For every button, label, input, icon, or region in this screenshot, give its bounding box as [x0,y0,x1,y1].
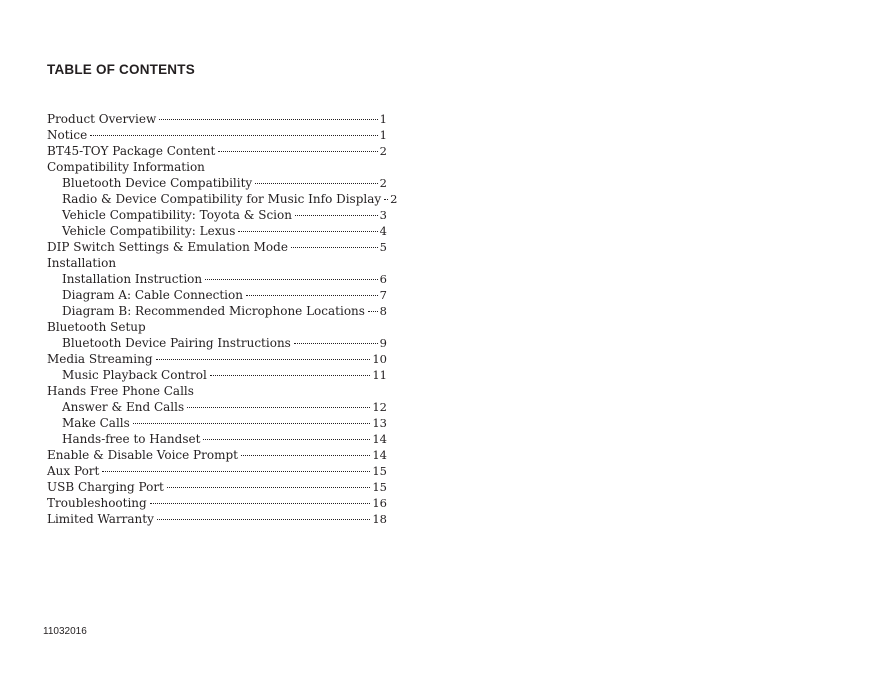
toc-entry-label: Hands Free Phone Calls [47,384,194,398]
toc-entry-label: Bluetooth Device Pairing Instructions [62,336,291,350]
toc-entry-label: Hands-free to Handset [62,432,201,446]
toc-entry-page-number: 14 [372,432,387,446]
toc-entry-label: Diagram B: Recommended Microphone Locations [62,304,365,318]
dot-leader [167,487,370,488]
toc-entry-label: DIP Switch Settings & Emulation Mode [47,240,288,254]
toc-entry-label: Notice [47,128,88,142]
dot-leader [218,151,377,152]
dot-leader [203,439,370,440]
toc-entry[interactable] [47,431,387,447]
toc-entry-label: Bluetooth Device Compatibility [62,176,253,190]
toc-entry-label: BT45-TOY Package Content [47,144,216,158]
toc-entry[interactable] [47,415,387,431]
toc-entry[interactable] [47,447,387,463]
dot-leader [210,375,371,376]
toc-entry-label: Installation Instruction [62,272,203,286]
toc-entry-label: Vehicle Compatibility: Lexus [62,224,236,238]
toc-section-heading [47,319,387,335]
toc-section-heading [47,159,387,175]
toc-entry-label: Bluetooth Setup [47,320,146,334]
toc-entry[interactable] [47,351,387,367]
toc-entry-page-number: 3 [379,208,387,222]
toc-entry-page-number: 11 [372,368,387,382]
toc-entry-page-number: 2 [379,176,387,190]
toc-entry-label: Diagram A: Cable Connection [62,288,243,302]
toc-entry-page-number: 10 [372,352,387,366]
toc-entry-label: Vehicle Compatibility: Toyota & Scion [62,208,292,222]
toc-entry[interactable] [47,367,387,383]
toc-entry-label: Troubleshooting [47,496,147,510]
toc-entry[interactable] [47,223,387,239]
toc-entry-label: Product Overview [47,112,157,126]
toc-entry[interactable] [47,287,387,303]
toc-entry-label: Radio & Device Compatibility for Music Info Display [62,192,382,206]
toc-entry-label: USB Charging Port [47,480,164,494]
toc-entry-label: Answer & End Calls [62,400,185,414]
toc-entry-label: Make Calls [62,416,130,430]
dot-leader [384,199,388,200]
dot-leader [187,407,370,408]
dot-leader [156,359,371,360]
dot-leader [102,471,370,472]
toc-entry-page-number: 16 [372,496,387,510]
dot-leader [133,423,371,424]
toc-entry[interactable] [47,127,387,143]
toc-entry[interactable] [47,239,387,255]
toc-entry-page-number: 15 [372,480,387,494]
toc-entry[interactable] [47,143,387,159]
toc-entry-page-number: 13 [372,416,387,430]
toc-entry-page-number: 9 [379,336,387,350]
page-title: TABLE OF CONTENTS [47,62,195,77]
dot-leader [159,119,377,120]
toc-entry-label: Music Playback Control [62,368,207,382]
toc-entry-page-number: 8 [379,304,387,318]
toc-entry-label: Installation [47,256,117,270]
toc-entry[interactable] [47,335,387,351]
toc-entry[interactable] [47,463,387,479]
toc-entry-page-number: 5 [379,240,387,254]
toc-entry-label: Compatibility Information [47,160,205,174]
toc-entry[interactable] [47,511,387,527]
table-of-contents [47,111,398,527]
toc-entry-page-number: 15 [372,464,387,478]
toc-entry-label: Limited Warranty [47,512,154,526]
toc-entry-page-number: 2 [390,192,398,206]
dot-leader [238,231,377,232]
dot-leader [295,215,378,216]
toc-entry[interactable] [47,271,387,287]
dot-leader [294,343,378,344]
toc-entry-label: Aux Port [47,464,100,478]
dot-leader [90,135,377,136]
toc-entry-page-number: 12 [372,400,387,414]
toc-entry[interactable] [47,191,398,207]
dot-leader [150,503,371,504]
toc-entry-page-number: 1 [379,112,387,126]
dot-leader [291,247,378,248]
toc-entry[interactable] [47,495,387,511]
toc-section-heading [47,383,387,399]
toc-entry[interactable] [47,399,387,415]
toc-entry[interactable] [47,303,387,319]
toc-entry[interactable] [47,111,387,127]
toc-entry[interactable] [47,175,387,191]
dot-leader [255,183,377,184]
toc-entry-label: Enable & Disable Voice Prompt [47,448,238,462]
toc-entry-page-number: 7 [379,288,387,302]
document-code: 11032016 [43,626,87,637]
toc-entry-page-number: 18 [372,512,387,526]
toc-entry-page-number: 2 [379,144,387,158]
dot-leader [368,311,378,312]
toc-entry-page-number: 6 [379,272,387,286]
toc-entry-label: Media Streaming [47,352,153,366]
toc-entry[interactable] [47,207,387,223]
toc-entry-page-number: 4 [379,224,387,238]
toc-entry-page-number: 1 [379,128,387,142]
toc-section-heading [47,255,387,271]
toc-entry-page-number: 14 [372,448,387,462]
dot-leader [246,295,378,296]
dot-leader [157,519,371,520]
dot-leader [205,279,378,280]
dot-leader [241,455,370,456]
toc-entry[interactable] [47,479,387,495]
